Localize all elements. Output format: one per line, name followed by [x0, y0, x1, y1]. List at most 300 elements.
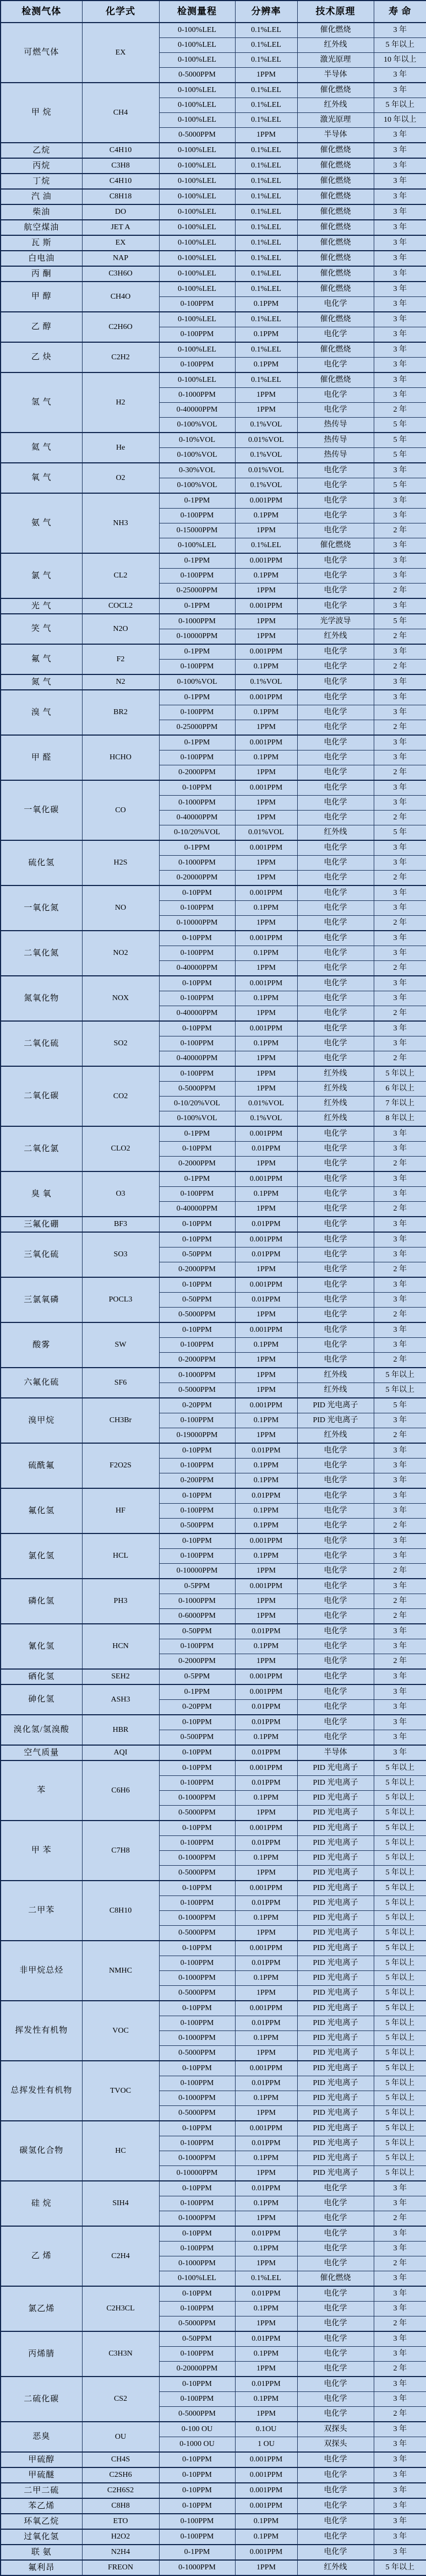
lifespan-cell: 3 年: [374, 690, 426, 705]
gas-name-cell: 酸雾: [1, 1322, 82, 1368]
gas-row: [1, 1277, 426, 1293]
principle-cell: PID 光电离子: [297, 2106, 374, 2121]
range-cell: 0-1PPM: [159, 493, 235, 509]
principle-cell: 电化学: [297, 750, 374, 765]
principle-cell: 红外线: [297, 1066, 374, 1082]
resolution-cell: 0.001PPM: [235, 976, 297, 991]
gas-row: [1, 1821, 426, 1836]
principle-cell: 热传导: [297, 448, 374, 463]
principle-cell: 电化学: [297, 1036, 374, 1051]
lifespan-cell: 2 年: [374, 629, 426, 645]
principle-cell: 电化学: [297, 2452, 374, 2467]
range-cell: 0-25000PPM: [159, 584, 235, 599]
resolution-cell: 0.001PPM: [235, 2121, 297, 2136]
lifespan-cell: 3 年: [374, 282, 426, 297]
principle-cell: 红外线: [297, 38, 374, 53]
range-cell: 0-1PPM: [159, 1684, 235, 1700]
range-cell: 0-100%LEL: [159, 143, 235, 158]
lifespan-cell: 3 年: [374, 735, 426, 750]
range-cell: 0-100%LEL: [159, 204, 235, 220]
lifespan-cell: 3 年: [374, 2514, 426, 2529]
gas-name-cell: 环氧乙烷: [1, 2514, 82, 2529]
range-cell: 0-10000PPM: [159, 1564, 235, 1579]
principle-cell: PID 光电离子: [297, 1941, 374, 1956]
range-cell: 0-100%LEL: [159, 98, 235, 113]
lifespan-cell: 3 年: [374, 509, 426, 523]
resolution-cell: 0.001PPM: [235, 1322, 297, 1338]
principle-cell: 电化学: [297, 871, 374, 886]
formula-cell: SO3: [82, 1232, 159, 1277]
gas-name-cell: 甲硫醚: [1, 2467, 82, 2483]
lifespan-cell: 3 年: [374, 342, 426, 358]
range-cell: 0-100PPM: [159, 1896, 235, 1911]
principle-cell: 电化学: [297, 1473, 374, 1489]
resolution-cell: 0.001PPM: [235, 2452, 297, 2467]
resolution-cell: 0.1%LEL: [235, 312, 297, 327]
formula-cell: F2: [82, 644, 159, 674]
gas-name-cell: 丙 酮: [1, 266, 82, 282]
lifespan-cell: 3 年: [374, 991, 426, 1006]
lifespan-cell: 5 年以上: [374, 1791, 426, 1806]
formula-cell: EX: [82, 235, 159, 251]
resolution-cell: 0.1%LEL: [235, 158, 297, 174]
resolution-cell: 0.01PPM: [235, 1715, 297, 1730]
resolution-cell: 1PPM: [235, 916, 297, 931]
range-cell: 0-100%VOL: [159, 448, 235, 463]
lifespan-cell: 2 年: [374, 1202, 426, 1217]
gas-name-cell: 氟利昂: [1, 2560, 82, 2575]
resolution-cell: 0.01PPM: [235, 2076, 297, 2091]
lifespan-cell: 5 年以上: [374, 1806, 426, 1821]
resolution-cell: 0.1OU: [235, 2422, 297, 2437]
lifespan-cell: 3 年: [374, 189, 426, 204]
resolution-cell: 0.1PPM: [235, 2242, 297, 2256]
resolution-cell: 0.1%LEL: [235, 174, 297, 189]
gas-row: [1, 2181, 426, 2196]
gas-name-cell: 柴油: [1, 204, 82, 220]
formula-cell: C3H3N: [82, 2331, 159, 2377]
gas-name-cell: 氟 气: [1, 644, 82, 674]
lifespan-cell: 2 年: [374, 765, 426, 781]
lifespan-cell: 3 年: [374, 1413, 426, 1428]
principle-cell: 电化学: [297, 388, 374, 403]
resolution-cell: 0.01PPM: [235, 2136, 297, 2151]
principle-cell: 热传导: [297, 418, 374, 433]
resolution-cell: 1PPM: [235, 1609, 297, 1624]
gas-name-cell: 光 气: [1, 598, 82, 614]
gas-row: [1, 1171, 426, 1187]
range-cell: 0-5000PPM: [159, 1926, 235, 1941]
resolution-cell: 0.01PPM: [235, 1956, 297, 1971]
range-cell: 0-100%LEL: [159, 2271, 235, 2287]
resolution-cell: 0.01PPM: [235, 1142, 297, 1157]
resolution-cell: 1PPM: [235, 1308, 297, 1323]
formula-cell: JET A: [82, 220, 159, 235]
range-cell: 0-100%LEL: [159, 189, 235, 204]
resolution-cell: 0.01PPM: [235, 1293, 297, 1308]
range-cell: 0-100%LEL: [159, 312, 235, 327]
resolution-cell: 0.1PPM: [235, 297, 297, 312]
gas-name-cell: 氧 气: [1, 463, 82, 493]
lifespan-cell: 5 年以上: [374, 2560, 426, 2575]
formula-cell: C2H6S2: [82, 2483, 159, 2498]
formula-cell: H2O2: [82, 2529, 159, 2545]
gas-name-cell: 非甲烷总烃: [1, 1941, 82, 2001]
lifespan-cell: 3 年: [374, 1639, 426, 1654]
gas-name-cell: 溴化氢/氢溴酸: [1, 1715, 82, 1745]
gas-row: [1, 251, 426, 266]
range-cell: 0-100PPM: [159, 660, 235, 675]
resolution-cell: 0.001PPM: [235, 1021, 297, 1036]
resolution-cell: 0.1PPM: [235, 509, 297, 523]
range-cell: 0-10PPM: [159, 1277, 235, 1293]
formula-cell: BR2: [82, 690, 159, 735]
resolution-cell: 0.1PPM: [235, 2196, 297, 2211]
resolution-cell: 0.001PPM: [235, 931, 297, 946]
lifespan-cell: 2 年: [374, 1051, 426, 1067]
lifespan-cell: 2 年: [374, 916, 426, 931]
principle-cell: PID 光电离子: [297, 2151, 374, 2166]
range-cell: 0-100PPM: [159, 991, 235, 1006]
gas-row: [1, 493, 426, 509]
range-cell: 0-100%LEL: [159, 538, 235, 554]
formula-cell: CS2: [82, 2377, 159, 2422]
principle-cell: 电化学: [297, 1579, 374, 1594]
lifespan-cell: 3 年: [374, 2302, 426, 2316]
resolution-cell: 0.1PPM: [235, 2514, 297, 2529]
resolution-cell: 0.01PPM: [235, 2286, 297, 2302]
range-cell: 0-1PPM: [159, 598, 235, 614]
lifespan-cell: 3 年: [374, 2422, 426, 2437]
resolution-cell: 0.1PPM: [235, 2031, 297, 2046]
resolution-cell: 0.1%LEL: [235, 342, 297, 358]
lifespan-cell: 2 年: [374, 1654, 426, 1670]
lifespan-cell: 3 年: [374, 569, 426, 584]
lifespan-cell: 2 年: [374, 2407, 426, 2422]
lifespan-cell: 3 年: [374, 2331, 426, 2347]
range-cell: 0-5000PPM: [159, 1866, 235, 1881]
range-cell: 0-100PPM: [159, 297, 235, 312]
resolution-cell: 0.001PPM: [235, 1881, 297, 1896]
formula-cell: CH3Br: [82, 1398, 159, 1443]
lifespan-cell: 2 年: [374, 1519, 426, 1534]
principle-cell: 电化学: [297, 403, 374, 418]
principle-cell: PID 光电离子: [297, 1791, 374, 1806]
lifespan-cell: 2 年: [374, 2256, 426, 2271]
gas-row: [1, 931, 426, 946]
gas-row: [1, 2226, 426, 2242]
resolution-cell: 0.1%LEL: [235, 235, 297, 251]
resolution-cell: 0.1PPM: [235, 358, 297, 373]
principle-cell: 电化学: [297, 358, 374, 373]
range-cell: 0-100%LEL: [159, 342, 235, 358]
lifespan-cell: 3 年: [374, 1248, 426, 1262]
range-cell: 0-5000PPM: [159, 2046, 235, 2061]
lifespan-cell: 3 年: [374, 1473, 426, 1489]
range-cell: 0-40000PPM: [159, 961, 235, 976]
gas-row: [1, 1715, 426, 1730]
gas-name-cell: 三氟化硼: [1, 1217, 82, 1232]
resolution-cell: 0.01PPM: [235, 1217, 297, 1232]
gas-name-cell: 氮 气: [1, 674, 82, 690]
formula-cell: O2: [82, 463, 159, 493]
principle-cell: 电化学: [297, 2196, 374, 2211]
principle-cell: PID 光电离子: [297, 1881, 374, 1896]
principle-cell: 红外线: [297, 825, 374, 841]
lifespan-cell: 2 年: [374, 1594, 426, 1609]
principle-cell: 电化学: [297, 598, 374, 614]
range-cell: 0-5000PPM: [159, 1308, 235, 1323]
principle-cell: 电化学: [297, 1338, 374, 1353]
lifespan-cell: 3 年: [374, 2196, 426, 2211]
resolution-cell: 0.01PPM: [235, 2181, 297, 2196]
column-header-gas: 检测气体: [1, 1, 82, 23]
gas-name-cell: 总挥发性有机物: [1, 2061, 82, 2121]
principle-cell: 电化学: [297, 720, 374, 736]
gas-name-cell: 空气质量: [1, 1745, 82, 1760]
range-cell: 0-10PPM: [159, 2467, 235, 2483]
gas-name-cell: 苯乙烯: [1, 2498, 82, 2514]
resolution-cell: 1PPM: [235, 1006, 297, 1022]
principle-cell: 红外线: [297, 98, 374, 113]
lifespan-cell: 3 年: [374, 1293, 426, 1308]
range-cell: 0-25000PPM: [159, 720, 235, 736]
range-cell: 0-1000PPM: [159, 856, 235, 871]
resolution-cell: 1PPM: [235, 523, 297, 538]
principle-cell: 催化燃烧: [297, 189, 374, 204]
range-cell: 0-100PPM: [159, 2016, 235, 2031]
gas-name-cell: 臭 氧: [1, 1171, 82, 1217]
principle-cell: PID 光电离子: [297, 2031, 374, 2046]
formula-cell: C4H10: [82, 143, 159, 158]
lifespan-cell: 3 年: [374, 266, 426, 282]
lifespan-cell: 3 年: [374, 251, 426, 266]
principle-cell: 电化学: [297, 2347, 374, 2362]
range-cell: 0-1000PPM: [159, 1594, 235, 1609]
formula-cell: HCL: [82, 1533, 159, 1579]
gas-row: [1, 690, 426, 705]
principle-cell: 电化学: [297, 1533, 374, 1549]
resolution-cell: 0.1PPM: [235, 2347, 297, 2362]
resolution-cell: 0.1%LEL: [235, 251, 297, 266]
principle-cell: 电化学: [297, 2331, 374, 2347]
range-cell: 0-10PPM: [159, 1821, 235, 1836]
principle-cell: PID 光电离子: [297, 1866, 374, 1881]
range-cell: 0-1000PPM: [159, 1971, 235, 1986]
formula-cell: CH4: [82, 83, 159, 143]
resolution-cell: 1PPM: [235, 720, 297, 736]
principle-cell: 催化燃烧: [297, 282, 374, 297]
range-cell: 0-1000PPM: [159, 388, 235, 403]
resolution-cell: 0.001PPM: [235, 1941, 297, 1956]
lifespan-cell: 3 年: [374, 1745, 426, 1760]
range-cell: 0-1000PPM: [159, 796, 235, 811]
range-cell: 0-100%LEL: [159, 83, 235, 98]
range-cell: 0-100%LEL: [159, 53, 235, 68]
resolution-cell: 0.1PPM: [235, 1036, 297, 1051]
resolution-cell: 1PPM: [235, 1082, 297, 1097]
principle-cell: 电化学: [297, 2498, 374, 2514]
range-cell: 0-1000PPM: [159, 2256, 235, 2271]
gas-name-cell: 氯乙烯: [1, 2286, 82, 2331]
lifespan-cell: 3 年: [374, 750, 426, 765]
formula-cell: HC: [82, 2121, 159, 2181]
range-cell: 0-10PPM: [159, 1941, 235, 1956]
range-cell: 0-5000PPM: [159, 68, 235, 83]
lifespan-cell: 5 年以上: [374, 98, 426, 113]
principle-cell: 电化学: [297, 1519, 374, 1534]
resolution-cell: 0.1PPM: [235, 1791, 297, 1806]
range-cell: 0-100PPM: [159, 2136, 235, 2151]
range-cell: 0-1000PPM: [159, 614, 235, 629]
range-cell: 0-100%LEL: [159, 158, 235, 174]
principle-cell: 电化学: [297, 297, 374, 312]
lifespan-cell: 6 年以上: [374, 1082, 426, 1097]
gas-name-cell: 笑 气: [1, 614, 82, 644]
gas-name-cell: 乙 炔: [1, 342, 82, 372]
resolution-cell: 0.1PPM: [235, 2151, 297, 2166]
range-cell: 0-5000PPM: [159, 1806, 235, 1821]
gas-name-cell: 乙 醇: [1, 312, 82, 342]
range-cell: 0-1PPM: [159, 553, 235, 569]
range-cell: 0-10000PPM: [159, 2166, 235, 2181]
lifespan-cell: 3 年: [374, 235, 426, 251]
resolution-cell: 0.1PPM: [235, 1730, 297, 1746]
lifespan-cell: 3 年: [374, 220, 426, 235]
resolution-cell: 1PPM: [235, 629, 297, 645]
formula-cell: HCN: [82, 1624, 159, 1669]
principle-cell: 红外线: [297, 1383, 374, 1398]
gas-row: [1, 1760, 426, 1776]
range-cell: 0-100PPM: [159, 2196, 235, 2211]
range-cell: 0-100PPM: [159, 1639, 235, 1654]
resolution-cell: 0.001PPM: [235, 885, 297, 901]
lifespan-cell: 2 年: [374, 2316, 426, 2332]
range-cell: 0-100PPM: [159, 2347, 235, 2362]
range-cell: 0-50PPM: [159, 2331, 235, 2347]
resolution-cell: 0.1PPM: [235, 2392, 297, 2407]
lifespan-cell: 5 年以上: [374, 2166, 426, 2181]
principle-cell: 电化学: [297, 885, 374, 901]
gas-row: [1, 1941, 426, 1956]
principle-cell: 电化学: [297, 2377, 374, 2392]
resolution-cell: 1PPM: [235, 1202, 297, 1217]
range-cell: 0-1000PPM: [159, 2211, 235, 2227]
lifespan-cell: 3 年: [374, 674, 426, 690]
principle-cell: 催化燃烧: [297, 372, 374, 388]
range-cell: 0-1PPM: [159, 644, 235, 660]
formula-cell: PH3: [82, 1579, 159, 1624]
range-cell: 0-10PPM: [159, 2226, 235, 2242]
formula-cell: NAP: [82, 251, 159, 266]
range-cell: 0-100PPM: [159, 2529, 235, 2545]
gas-name-cell: 甲 苯: [1, 1821, 82, 1881]
lifespan-cell: 5 年以上: [374, 1896, 426, 1911]
lifespan-cell: 3 年: [374, 204, 426, 220]
range-cell: 0-20PPM: [159, 1700, 235, 1715]
range-cell: 0-10/20%VOL: [159, 825, 235, 841]
gas-name-cell: 氢 气: [1, 372, 82, 433]
resolution-cell: 0.1PPM: [235, 1473, 297, 1489]
gas-name-cell: 溴甲烷: [1, 1398, 82, 1443]
principle-cell: 电化学: [297, 1126, 374, 1142]
range-cell: 0-1PPM: [159, 690, 235, 705]
resolution-cell: 0.1PPM: [235, 1971, 297, 1986]
range-cell: 0-100%LEL: [159, 23, 235, 38]
range-cell: 0-10000PPM: [159, 916, 235, 931]
resolution-cell: 0.1%LEL: [235, 53, 297, 68]
principle-cell: PID 光电离子: [297, 1986, 374, 2001]
resolution-cell: 0.001PPM: [235, 1669, 297, 1684]
range-cell: 0-10PPM: [159, 1760, 235, 1776]
resolution-cell: 0.1PPM: [235, 2091, 297, 2106]
range-cell: 0-5000PPM: [159, 1082, 235, 1097]
gas-row: [1, 1126, 426, 1142]
resolution-cell: 0.1PPM: [235, 1549, 297, 1564]
principle-cell: PID 光电离子: [297, 2061, 374, 2076]
gas-row: [1, 463, 426, 478]
resolution-cell: 0.001PPM: [235, 493, 297, 509]
range-cell: 0-100PPM: [159, 2514, 235, 2529]
resolution-cell: 1PPM: [235, 2046, 297, 2061]
resolution-cell: 0.001PPM: [235, 1126, 297, 1142]
principle-cell: 电化学: [297, 1609, 374, 1624]
lifespan-cell: 5 年以上: [374, 1881, 426, 1896]
range-cell: 0-100PPM: [159, 1413, 235, 1428]
range-cell: 0-10PPM: [159, 1322, 235, 1338]
principle-cell: 红外线: [297, 629, 374, 645]
gas-name-cell: 航空煤油: [1, 220, 82, 235]
lifespan-cell: 3 年: [374, 2242, 426, 2256]
principle-cell: 电化学: [297, 1202, 374, 1217]
formula-cell: C8H18: [82, 189, 159, 204]
principle-cell: 催化燃烧: [297, 342, 374, 358]
resolution-cell: 0.01PPM: [235, 1624, 297, 1639]
resolution-cell: 0.001PPM: [235, 1579, 297, 1594]
gas-row: [1, 1881, 426, 1896]
resolution-cell: 0.001PPM: [235, 1684, 297, 1700]
gas-row: [1, 282, 426, 297]
resolution-cell: 0.1PPM: [235, 901, 297, 916]
principle-cell: 电化学: [297, 553, 374, 569]
range-cell: 0-2000PPM: [159, 1654, 235, 1670]
range-cell: 0-10PPM: [159, 885, 235, 901]
gas-row: [1, 735, 426, 750]
lifespan-cell: 2 年: [374, 1609, 426, 1624]
formula-cell: CH4O: [82, 282, 159, 312]
principle-cell: 催化燃烧: [297, 251, 374, 266]
principle-cell: 电化学: [297, 660, 374, 675]
gas-name-cell: 砷化氢: [1, 1684, 82, 1715]
formula-cell: SO2: [82, 1021, 159, 1066]
principle-cell: 电化学: [297, 1277, 374, 1293]
lifespan-cell: 5 年以上: [374, 2031, 426, 2046]
gas-name-cell: 氯化氢: [1, 1533, 82, 1579]
resolution-cell: 0.001PPM: [235, 840, 297, 856]
range-cell: 0-100PPM: [159, 750, 235, 765]
range-cell: 0-20PPM: [159, 1398, 235, 1413]
principle-cell: PID 光电离子: [297, 2166, 374, 2181]
formula-cell: C2SH6: [82, 2467, 159, 2483]
gas-name-cell: 三氯氧磷: [1, 1277, 82, 1322]
principle-cell: 半导体: [297, 128, 374, 143]
gas-name-cell: 二氧化硫: [1, 1021, 82, 1066]
range-cell: 0-1000PPM: [159, 1911, 235, 1926]
gas-name-cell: 一氧化碳: [1, 780, 82, 840]
lifespan-cell: 2 年: [374, 2362, 426, 2377]
lifespan-cell: 2 年: [374, 1564, 426, 1579]
principle-cell: 电化学: [297, 2181, 374, 2196]
